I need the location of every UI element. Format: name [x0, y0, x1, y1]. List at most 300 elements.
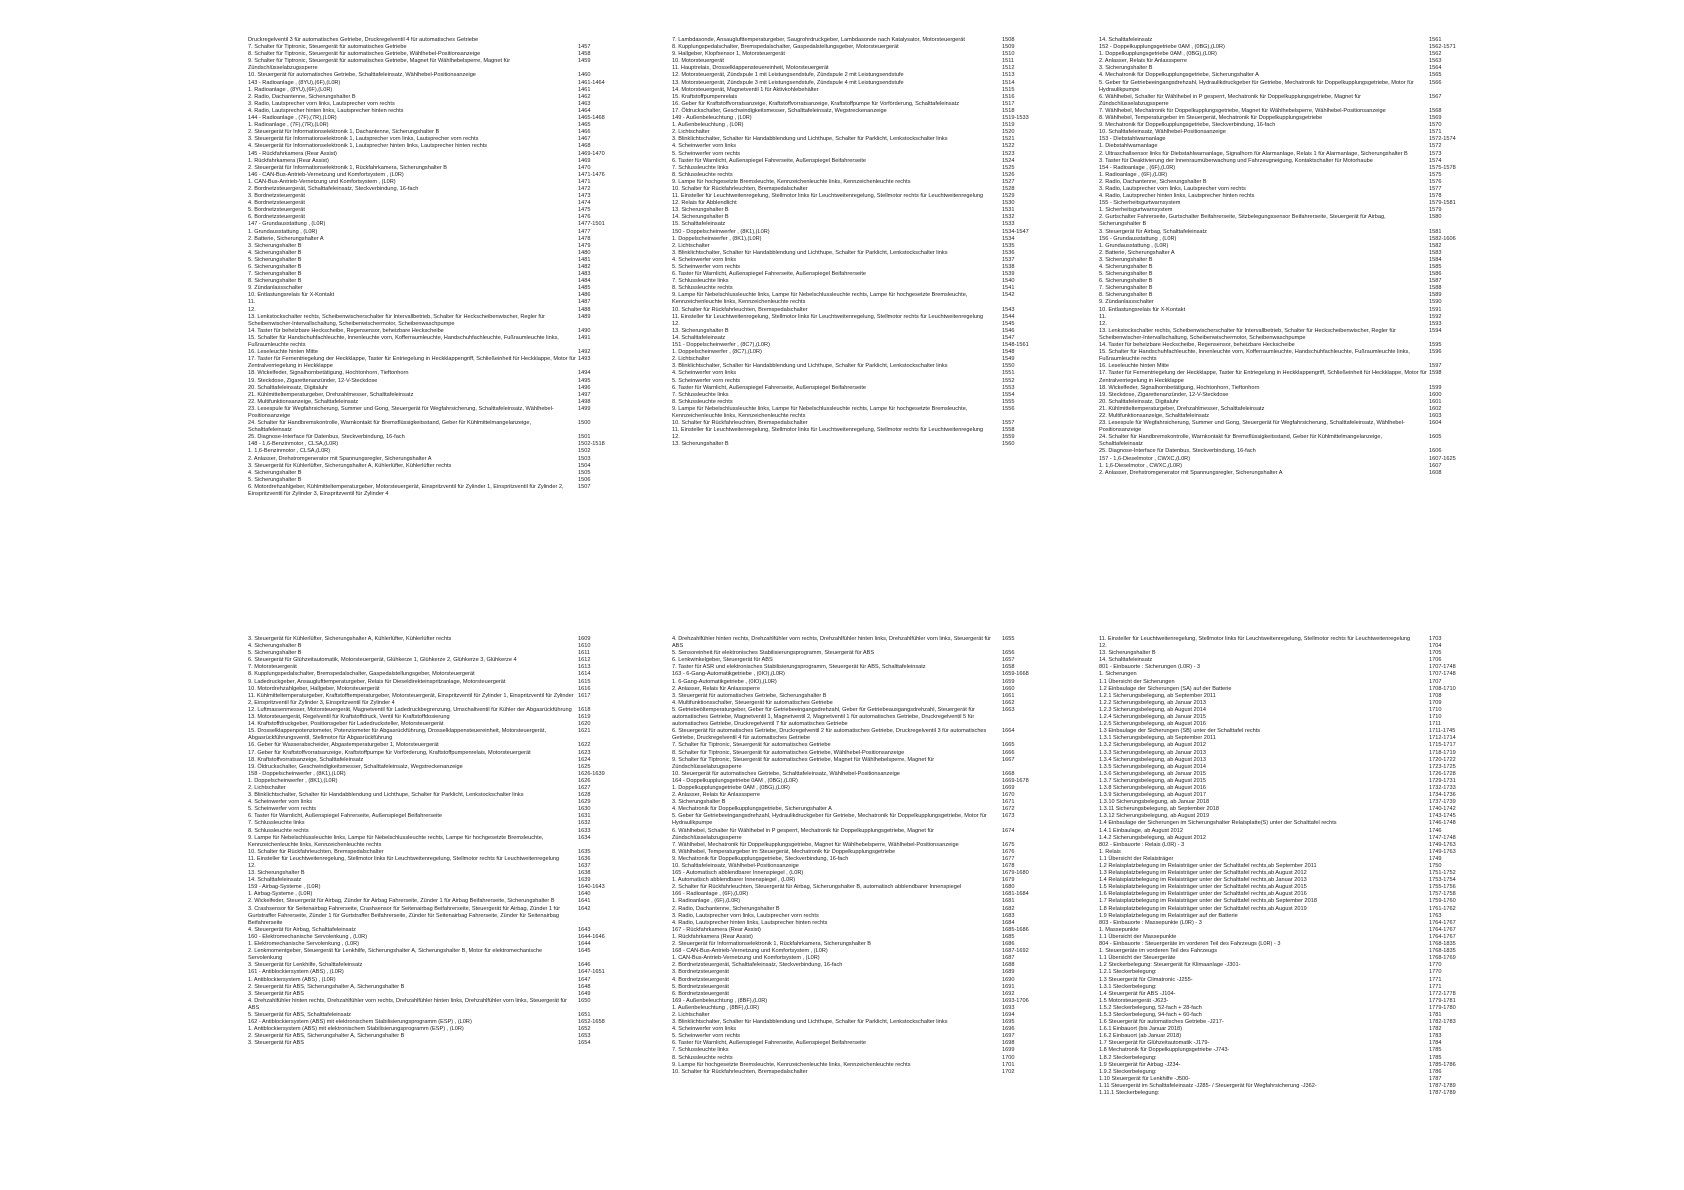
- entry-page-number: 1684: [1002, 919, 1015, 926]
- entry-page-number: 1498: [578, 398, 591, 405]
- index-entry: [248, 1040, 628, 1047]
- entry-title: 5. Scheinwerfer vorn rechts: [672, 377, 741, 384]
- index-entry: [672, 969, 1052, 976]
- entry-page-number: 1634: [578, 834, 591, 841]
- entry-title: 9. Mechatronik für Doppelkupplungsgetriebe, Steckverbindung, 16-fach: [672, 855, 849, 862]
- entry-page-number: 1587: [1429, 278, 1442, 285]
- index-entry: [248, 721, 628, 728]
- index-entry: [248, 863, 628, 870]
- index-entry: [672, 136, 1052, 143]
- entry-page-number: 1768-1835: [1429, 941, 1456, 948]
- entry-page-number: 1500: [578, 420, 591, 427]
- index-entry: [1099, 214, 1479, 228]
- entry-page-number: 1650: [578, 997, 591, 1004]
- entry-page-number: 1750: [1429, 863, 1442, 869]
- entry-title: 3. Bordnetzsteuergerät: [672, 969, 729, 976]
- index-entry: [248, 193, 628, 200]
- entry-page-number: 1687: [1002, 955, 1015, 962]
- index-entry: [672, 179, 1052, 186]
- index-entry: [1099, 657, 1479, 664]
- index-entry: [248, 392, 628, 399]
- index-entry: [672, 813, 1052, 827]
- entry-page-number: 1785-1786: [1429, 1061, 1456, 1068]
- entry-page-number: 1785: [1429, 1054, 1442, 1061]
- entry-title: 12. Motorsteuergerät, Zündspule 1 mit Leistungsendstufe, Zündspule 2 mit Leistungsendstufe: [672, 72, 904, 79]
- index-entry: [248, 650, 628, 657]
- entry-title: 17. Öldruckschalter, Geschwindigkeitsmesser, Schalttafeleinsatz, Wegstreckenanzeige: [672, 107, 887, 114]
- entry-page-number: 1502-1518: [578, 441, 605, 448]
- entry-page-number: 1709: [1429, 699, 1442, 706]
- entry-page-number: 1589: [1429, 292, 1442, 299]
- index-entry: [248, 1026, 628, 1033]
- entry-page-number: 1504: [578, 462, 591, 469]
- entry-title: 16. Geber für Kraftstoffvorratsanzeige, Kraftstoffvorratsanzeige, Kraftstoffpumpe für Vorförderung, Schalttafeleinsatz: [672, 100, 959, 107]
- entry-title: 8. Sicherungshalter B: [248, 278, 302, 285]
- index-entry: [672, 200, 1052, 207]
- index-entry: [672, 679, 1052, 686]
- entry-title: 1.2.5 Sicherungsbelegung, ab August 2016: [1099, 721, 1206, 728]
- entry-title: 11. Einsteller für Leuchtweitenregelung, Stellmotor links für Leuchtweitenregelung, Stellmotor rechts für Leuchtweitenregelung: [672, 193, 984, 200]
- entry-title: 1. Rückfahrkamera (Rear Assist): [248, 157, 329, 164]
- index-entry: [1099, 236, 1479, 243]
- index-entry: [1099, 920, 1479, 927]
- entry-page-number: 1698: [1002, 1040, 1015, 1047]
- entry-title: 7. Schlussleuchte links: [248, 820, 305, 827]
- entry-title: 3. Steuergerät für Informationselektronik 1, Lautsprecher vorn links, Lautsprecher vorn rechts: [248, 136, 479, 143]
- entry-page-number: 1659: [1002, 678, 1015, 685]
- index-entry: [248, 664, 628, 671]
- entry-page-number: 1611: [578, 650, 591, 657]
- index-entry: [248, 136, 628, 143]
- entry-title: 23. Lesespule für Wegfahrsicherung, Summer und Gong, Steuergerät für Wegfahrsicherung, Schalttafeleinsatz, Wählhebel-Positionsanzeige: [1099, 420, 1405, 434]
- entry-title: 7. Schlussleuchte links: [672, 164, 729, 171]
- index-entry: [672, 58, 1052, 65]
- entry-page-number: 1566: [1429, 79, 1442, 86]
- entry-title: 8. Wählhebel, Temperaturgeber im Steuergerät, Mechatronik für Doppelkupplungsgetriebe: [672, 848, 896, 855]
- entry-page-number: 1467: [578, 136, 591, 143]
- entry-page-number: 1555: [1002, 398, 1015, 405]
- entry-page-number: 1661: [1002, 692, 1015, 699]
- entry-page-number: 1712-1714: [1429, 735, 1456, 742]
- index-entry: [248, 477, 628, 484]
- index-entry: [1099, 969, 1479, 976]
- entry-title: 1. Grundausstattung , (L0R): [248, 228, 318, 235]
- entry-page-number: 1588: [1429, 285, 1442, 292]
- index-entry: [672, 984, 1052, 991]
- entry-page-number: 1689: [1002, 969, 1015, 976]
- entry-title: 19. Steckdose, Zigarettenanzünder, 12-V-Steckdose: [1099, 391, 1229, 398]
- entry-title: 1. Doppelkupplungsgetriebe 0AM , (0BG),(L0R): [672, 784, 790, 791]
- entry-title: 146 - CAN-Bus-Antrieb-Vernetzung und Komfortsystem , (L0R): [248, 171, 404, 178]
- index-entry: [672, 264, 1052, 271]
- entry-page-number: 1569: [1429, 115, 1442, 122]
- entry-page-number: 1747-1748: [1429, 834, 1456, 841]
- index-entry: [672, 214, 1052, 221]
- entry-page-number: 1655: [1002, 636, 1015, 642]
- entry-title: 2. Bordnetzsteuergerät, Schalttafeleinsatz, Steckverbindung, 16-fach: [672, 962, 843, 969]
- entry-page-number: 1535: [1002, 242, 1015, 249]
- entry-page-number: 1664: [1002, 728, 1015, 735]
- entry-page-number: 1619: [578, 714, 591, 721]
- entry-page-number: 1469-1470: [578, 150, 605, 157]
- entry-title: 15. Drosselklappenpotenziometer, Potenziometer für Abgasrückführung, Drosselklappensteuereinheit, Motorsteuergerät, Abgasrückführungsventil, Stellmotor für Abgasrückführung: [248, 728, 546, 742]
- index-entry: [672, 693, 1052, 700]
- index-entry: [1099, 835, 1479, 842]
- entry-title: 5. Getriebeöltemperaturgeber, Geber für Getriebeeingangsdrehzahl, Geber für Getriebeausgangsdrehzahl, Steuergerät für automatisches Getriebe, Magnetventil 1, Magnetventil 2, Magnetventil 1 für automatisches Getriebe, Druckregelventil 5 für automatisches Getriebe, Druckregelventil 7 für automatisches Getriebe: [672, 706, 975, 728]
- entry-title: 16. Leseleuchte hinten Mitte: [1099, 363, 1169, 370]
- entry-page-number: 1649: [578, 990, 591, 997]
- entry-page-number: 1688: [1002, 962, 1015, 969]
- entry-page-number: 1461-1464: [578, 79, 605, 86]
- index-entry: [1099, 991, 1479, 998]
- entry-page-number: 1710: [1429, 706, 1442, 713]
- index-entry: [672, 378, 1052, 385]
- index-entry: [1099, 664, 1479, 671]
- entry-page-number: 1623: [578, 749, 591, 756]
- index-entry: [248, 778, 628, 785]
- index-entry: [672, 1062, 1052, 1069]
- entry-page-number: 1516: [1002, 93, 1015, 100]
- entry-page-number: 1779-1780: [1429, 1004, 1456, 1011]
- entry-title: 6. Bordnetzsteuergerät: [248, 214, 305, 221]
- entry-title: 2. Ultraschallsensor links für Diebstahlwarnanlage, Signalhorn für Alarmanlage, Relais 1 für Alarmanlage, Sicherungshalter B: [1099, 150, 1408, 157]
- entry-page-number: 1646: [578, 962, 591, 969]
- entry-title: 158 - Doppelscheinwerfer , (8K1),(L0R): [248, 770, 346, 777]
- entry-page-number: 1495: [578, 377, 591, 384]
- index-entry: [672, 292, 1052, 306]
- index-entry: [248, 835, 628, 849]
- entry-page-number: 1751-1752: [1429, 870, 1456, 877]
- index-entry: [1099, 785, 1479, 792]
- entry-title: 168 - CAN-Bus-Antrieb-Vernetzung und Komfortsystem , (L0R): [672, 948, 828, 955]
- entry-page-number: 1490: [578, 327, 591, 334]
- index-entry: [1099, 750, 1479, 757]
- entry-title: 9. Zündanlassschalter: [248, 285, 303, 292]
- entry-page-number: 1607-1625: [1429, 455, 1456, 462]
- index-entry: [672, 806, 1052, 813]
- index-entry: [248, 158, 628, 165]
- entry-title: 13. Motorsteuergerät, Regelventil für Kraftstoffdruck, Ventil für Kraftstoffdosierung: [248, 714, 450, 721]
- entry-page-number: 1499: [578, 405, 591, 412]
- index-entry: [672, 221, 1052, 228]
- entry-title: 6. Bordnetzsteuergerät: [672, 990, 729, 997]
- entry-title: 10. Steuergerät für automatisches Getriebe, Schalttafeleinsatz, Wählhebel-Positionsanzeige: [672, 770, 900, 777]
- entry-title: 3. Blinklichtschalter, Schalter für Handabblendung und Lichthupe, Schalter für Parklicht, Lenkstockschalter links: [672, 1019, 948, 1026]
- entry-page-number: 1658: [1002, 664, 1015, 671]
- index-entry: [248, 236, 628, 243]
- index-entry: [672, 870, 1052, 877]
- index-entry: [1099, 200, 1479, 207]
- entry-title: 1.3.7 Sicherungsbelegung, ab August 2015: [1099, 777, 1206, 784]
- entry-page-number: 1715-1717: [1429, 742, 1456, 749]
- index-entry: [672, 342, 1052, 349]
- index-entry: [672, 1012, 1052, 1019]
- index-entry: [1099, 721, 1479, 728]
- entry-page-number: 1697: [1002, 1033, 1015, 1040]
- entry-title: 3. Radio, Lautsprecher vorn links, Lautsprecher vorn rechts: [1099, 185, 1246, 192]
- index-entry: [248, 991, 628, 998]
- entry-title: 2. Radio, Dachantenne, Sicherungshalter B: [672, 905, 780, 912]
- entry-title: 5. Sicherungshalter B: [248, 650, 302, 657]
- entry-page-number: 1652-1658: [578, 1019, 605, 1026]
- index-entry: [1099, 955, 1479, 962]
- index-entry: [248, 742, 628, 749]
- entry-title: 14. Kraftstoffdruckgeber, Positionsgeber für Ladedrucksteller, Motorsteuergerät: [248, 721, 444, 728]
- index-entry: [1099, 1019, 1479, 1026]
- index-entry: [672, 321, 1052, 328]
- entry-title: 145 - Rückfahrkamera (Rear Assist): [248, 150, 337, 157]
- entry-title: 13. Sicherungshalter B: [672, 207, 729, 214]
- entry-title: 10. Schalter für Rückfahrleuchten, Bremspedalschalter: [248, 848, 384, 855]
- entry-title: 12. Luftmassenmesser, Motorsteuergerät, Magnetventil für Ladedruckbegrenzung, Umschaltventil für Kühler der Abgasrückführung: [248, 706, 572, 713]
- entry-page-number: 1691: [1002, 983, 1015, 990]
- entry-page-number: 1491: [578, 334, 591, 341]
- entry-title: 9. Schalter für Tiptronic, Steuergerät für automatisches Getriebe, Magnet für Wählhebelsperre, Magnet für Zündschlüsselabzugssperre: [248, 58, 511, 72]
- index-entry: [672, 948, 1052, 955]
- index-entry: [248, 349, 628, 356]
- entry-title: 156 - Grundausstattung , (L0R): [1099, 235, 1177, 242]
- entry-title: 8. Schalter für Tiptronic, Steuergerät für automatisches Getriebe, Wählhebel-Positionsanzeige: [672, 749, 905, 756]
- entry-page-number: 1686: [1002, 941, 1015, 948]
- index-entry: [248, 785, 628, 792]
- index-entry: [248, 51, 628, 58]
- entry-title: 6. Sicherungshalter B: [248, 264, 302, 270]
- entry-page-number: 1557: [1002, 420, 1015, 427]
- entry-title: 143 - Radioanlage , (8YU),(6F),(L0R): [248, 79, 341, 86]
- entry-page-number: 1699: [1002, 1047, 1015, 1054]
- entry-page-number: 1710: [1429, 714, 1442, 721]
- index-entry: [672, 906, 1052, 913]
- entry-title: 13. Sicherungshalter B: [672, 327, 729, 334]
- entry-page-number: 1461: [578, 86, 591, 93]
- entry-title: 1.2.2 Sicherungsbelegung, ab Januar 2013: [1099, 699, 1206, 706]
- entry-page-number: 1772-1778: [1429, 990, 1456, 997]
- entry-title: 3. Steuergerät für Kühlerlüfter, Sicherungshalter A, Kühlerlüfter, Kühlerlüfter rechts: [248, 636, 452, 642]
- entry-page-number: 1544: [1002, 313, 1015, 320]
- index-entry: [248, 58, 628, 72]
- entry-page-number: 1666: [1002, 749, 1015, 756]
- entry-page-number: 1487: [578, 299, 591, 306]
- entry-title: 4. Radio, Lautsprecher hinten links, Lautsprecher hinten rechts: [672, 919, 828, 926]
- entry-page-number: 1647: [578, 976, 591, 983]
- entry-page-number: 1656: [1002, 650, 1015, 657]
- entry-title: 1.10 Steuergerät für Lenkhilfe -J500-: [1099, 1075, 1191, 1082]
- entry-title: 13. Sicherungshalter B: [248, 870, 305, 877]
- entry-title: 163 - 6-Gang-Automatikgetriebe , (0IO),(L0R): [672, 671, 785, 678]
- entry-title: 22. Multifunktionsanzeige, Schalttafeleinsatz: [1099, 412, 1210, 419]
- entry-title: 1.2 Einbaulage der Sicherungen (SA) auf der Batterie: [1099, 685, 1232, 692]
- index-entry: [672, 750, 1052, 757]
- entry-title: 7. Sicherungshalter B: [248, 271, 302, 278]
- entry-title: 1.3.3 Sicherungsbelegung, ab Januar 2013: [1099, 749, 1206, 756]
- entry-title: 5. Scheinwerfer vorn rechts: [672, 150, 741, 157]
- entry-page-number: 1768-1769: [1429, 955, 1456, 962]
- entry-title: 3. Steuergerät für automatisches Getriebe, Sicherungshalter B: [672, 692, 827, 699]
- entry-title: 17. Taster für Fernentriegelung der Heckklappe, Taster für Entriegelung in Heckklappengriff, Schließeinheit für Heckklappe, Motor für Zentralverriegelung in Heckklappe: [1099, 370, 1427, 384]
- entry-page-number: 1608: [1429, 469, 1442, 476]
- entry-page-number: 1683: [1002, 912, 1015, 919]
- entry-title: 7. Wählhebel, Mechatronik für Doppelkupplungsgetriebe, Magnet für Wählhebelsperre, Wählhebel-Positionsanzeige: [1099, 107, 1386, 114]
- entry-page-number: 1782: [1429, 1026, 1442, 1033]
- index-entry: [1099, 771, 1479, 778]
- index-entry: [672, 664, 1052, 671]
- index-entry: [672, 80, 1052, 87]
- index-entry: [248, 328, 628, 335]
- index-entry: [248, 470, 628, 477]
- index-entry: [672, 278, 1052, 285]
- entry-title: 2. Radio, Dachantenne, Sicherungshalter B: [1099, 178, 1207, 185]
- entry-page-number: 1628: [578, 792, 591, 799]
- index-entry: [1099, 143, 1479, 150]
- index-entry: [248, 264, 628, 271]
- entry-title: 4. Mechatronik für Doppelkupplungsgetriebe, Sicherungshalter A: [672, 806, 832, 813]
- entry-page-number: 1584: [1429, 256, 1442, 263]
- entry-page-number: 1786: [1429, 1068, 1442, 1075]
- index-entry: [672, 307, 1052, 314]
- entry-title: 153 - Diebstahlwarnanlage: [1099, 136, 1166, 143]
- index-entry: [1099, 420, 1479, 434]
- entry-page-number: 1552: [1002, 377, 1015, 384]
- index-entry: [672, 941, 1052, 948]
- entry-page-number: 1610: [578, 643, 591, 650]
- entry-page-number: 1603: [1429, 412, 1442, 419]
- index-entry: [248, 214, 628, 221]
- entry-title: 3. Bordnetzsteuergerät: [248, 193, 305, 200]
- entry-page-number: 1652: [578, 1026, 591, 1033]
- entry-title: 2. Steuergerät für ABS, Sicherungshalter A, Sicherungshalter B: [248, 1033, 405, 1040]
- entry-page-number: 1746-1748: [1429, 820, 1456, 827]
- entry-page-number: 1679: [1002, 877, 1015, 884]
- entry-title: 8. Schlussleuchte rechts: [672, 285, 733, 292]
- entry-title: 2. Steuergerät für Informationselektronik 1, Rückfahrkamera, Sicherungshalter B: [672, 941, 871, 948]
- entry-title: 3. Sicherungshalter B: [1099, 65, 1153, 72]
- entry-title: 8. Schlussleuchte rechts: [672, 1054, 733, 1061]
- entry-title: 5. Geber für Getriebeeingangsdrehzahl, Hydraulikdruckgeber für Getriebe, Mechatronik für Doppelkupplungsgetriebe, Motor für Hydraulikpumpe: [672, 813, 987, 827]
- index-entry: [1099, 849, 1479, 856]
- index-entry: [1099, 342, 1479, 349]
- index-entry: [672, 785, 1052, 792]
- index-entry: [1099, 650, 1479, 657]
- entry-title: 4. Sicherungshalter B: [248, 249, 302, 256]
- entry-page-number: 1471: [578, 178, 591, 185]
- entry-title: 1. CAN-Bus-Antrieb-Vernetzung und Komfortsystem , (L0R): [248, 178, 396, 185]
- entry-page-number: 1675: [1002, 841, 1015, 848]
- entry-page-number: 1690: [1002, 976, 1015, 983]
- entry-page-number: 1620: [578, 721, 591, 728]
- index-entry: [248, 948, 628, 962]
- entry-page-number: 1482: [578, 264, 591, 270]
- index-entry: [248, 456, 628, 463]
- entry-page-number: 1674: [1002, 827, 1015, 834]
- index-entry: [248, 686, 628, 693]
- entry-page-number: 1502: [578, 448, 591, 455]
- index-entry: [1099, 934, 1479, 941]
- index-entry: [672, 72, 1052, 79]
- index-entry: [1099, 898, 1479, 905]
- entry-page-number: 1581: [1429, 228, 1442, 235]
- entry-title: 1.2.3 Sicherungsbelegung, ab August 2014: [1099, 706, 1206, 713]
- entry-page-number: 1640: [578, 891, 591, 898]
- index-entry: [248, 643, 628, 650]
- entry-page-number: 1635: [578, 848, 591, 855]
- index-entry: [248, 927, 628, 934]
- entry-title: 3. Steuergerät für Lenkhilfe, Schalttafeleinsatz: [248, 962, 363, 969]
- entry-page-number: 1531: [1002, 207, 1015, 214]
- index-entry: [672, 434, 1052, 441]
- entry-page-number: 1507: [578, 483, 591, 490]
- entry-page-number: 1757-1758: [1429, 891, 1456, 898]
- index-entry: [1099, 927, 1479, 934]
- entry-page-number: 1570: [1429, 122, 1442, 129]
- index-entry: [1099, 328, 1479, 342]
- entry-page-number: 1640-1643: [578, 884, 605, 891]
- entry-title: 1.4 Einbaulage der Sicherungen im Sicherungshalter Relaisplatte(S) unter der Schalttafel rechts: [1099, 820, 1337, 827]
- entry-page-number: 1564: [1429, 65, 1442, 72]
- entry-title: 1. Rückfahrkamera (Rear Assist): [672, 933, 753, 940]
- index-entry: [1099, 94, 1479, 108]
- entry-title: 16. Geber für Wasserabscheider, Abgastemperaturgeber 1, Motorsteuergerät: [248, 742, 439, 749]
- entry-title: 1.3 Relaisplatzbelegung im Relaisträger unter der Schalttafel rechts,ab August 2012: [1099, 870, 1307, 877]
- entry-page-number: 1606: [1429, 448, 1442, 455]
- entry-title: 1. Radioanlage , (7F),(7R),(L0R): [248, 122, 329, 129]
- entry-page-number: 1685: [1002, 933, 1015, 940]
- index-entry: [248, 200, 628, 207]
- entry-title: 9. Zündanlassschalter: [1099, 299, 1154, 306]
- entry-title: 6. Taster für Warnlicht, Außenspiegel Fahrerseite, Außenspiegel Beifahrerseite: [672, 1040, 867, 1047]
- index-entry: [672, 65, 1052, 72]
- index-entry: [1099, 108, 1479, 115]
- entry-title: 804 - Einbauorte : Steuergeräte im vorderen Teil des Fahrzeugs (L0R) - 3: [1099, 941, 1281, 948]
- entry-title: 2. Bordnetzsteuergerät, Schalttafeleinsatz, Steckverbindung, 16-fach: [248, 185, 419, 192]
- index-entry: [248, 179, 628, 186]
- index-entry: [672, 94, 1052, 101]
- entry-page-number: 1643: [578, 926, 591, 933]
- index-entry: [248, 37, 628, 44]
- index-entry: [1099, 828, 1479, 835]
- index-entry: [1099, 470, 1479, 477]
- entry-page-number: 1743-1745: [1429, 813, 1456, 820]
- entry-page-number: 1550: [1002, 363, 1015, 370]
- entry-title: 4. Scheinwerfer vorn links: [672, 143, 737, 150]
- index-entry: [1099, 1033, 1479, 1040]
- index-entry: [1099, 278, 1479, 285]
- index-entry: [672, 1069, 1052, 1076]
- entry-title: 148 - 1,6-Benzinmotor , CLSA,(L0R): [248, 441, 339, 448]
- index-entry: [1099, 693, 1479, 700]
- entry-page-number: 1605: [1429, 434, 1442, 441]
- entry-title: 1.8 Mechatronik für Doppelkupplungsgetriebe -J743-: [1099, 1047, 1230, 1054]
- index-entry: [248, 1019, 628, 1026]
- index-entry: [248, 307, 628, 314]
- entry-page-number: 1696: [1002, 1026, 1015, 1033]
- entry-title: 159 - Airbag-Systeme , (L0R): [248, 884, 321, 891]
- index-entry: [1099, 363, 1479, 370]
- entry-page-number: 1532: [1002, 214, 1015, 221]
- entry-title: 1.3.6 Sicherungsbelegung, ab Januar 2015: [1099, 770, 1206, 777]
- entry-page-number: 1575-1578: [1429, 164, 1456, 171]
- entry-page-number: 1540: [1002, 278, 1015, 285]
- index-entry: [672, 728, 1052, 742]
- index-entry: [1099, 913, 1479, 920]
- index-entry: [1099, 820, 1479, 827]
- entry-page-number: 1685-1686: [1002, 926, 1029, 933]
- index-entry: [248, 714, 628, 721]
- index-entry: [672, 87, 1052, 94]
- entry-page-number: 1770: [1429, 962, 1442, 969]
- entry-page-number: 1592: [1429, 313, 1442, 320]
- entry-page-number: 1705: [1429, 650, 1442, 657]
- entry-page-number: 1492: [578, 349, 591, 356]
